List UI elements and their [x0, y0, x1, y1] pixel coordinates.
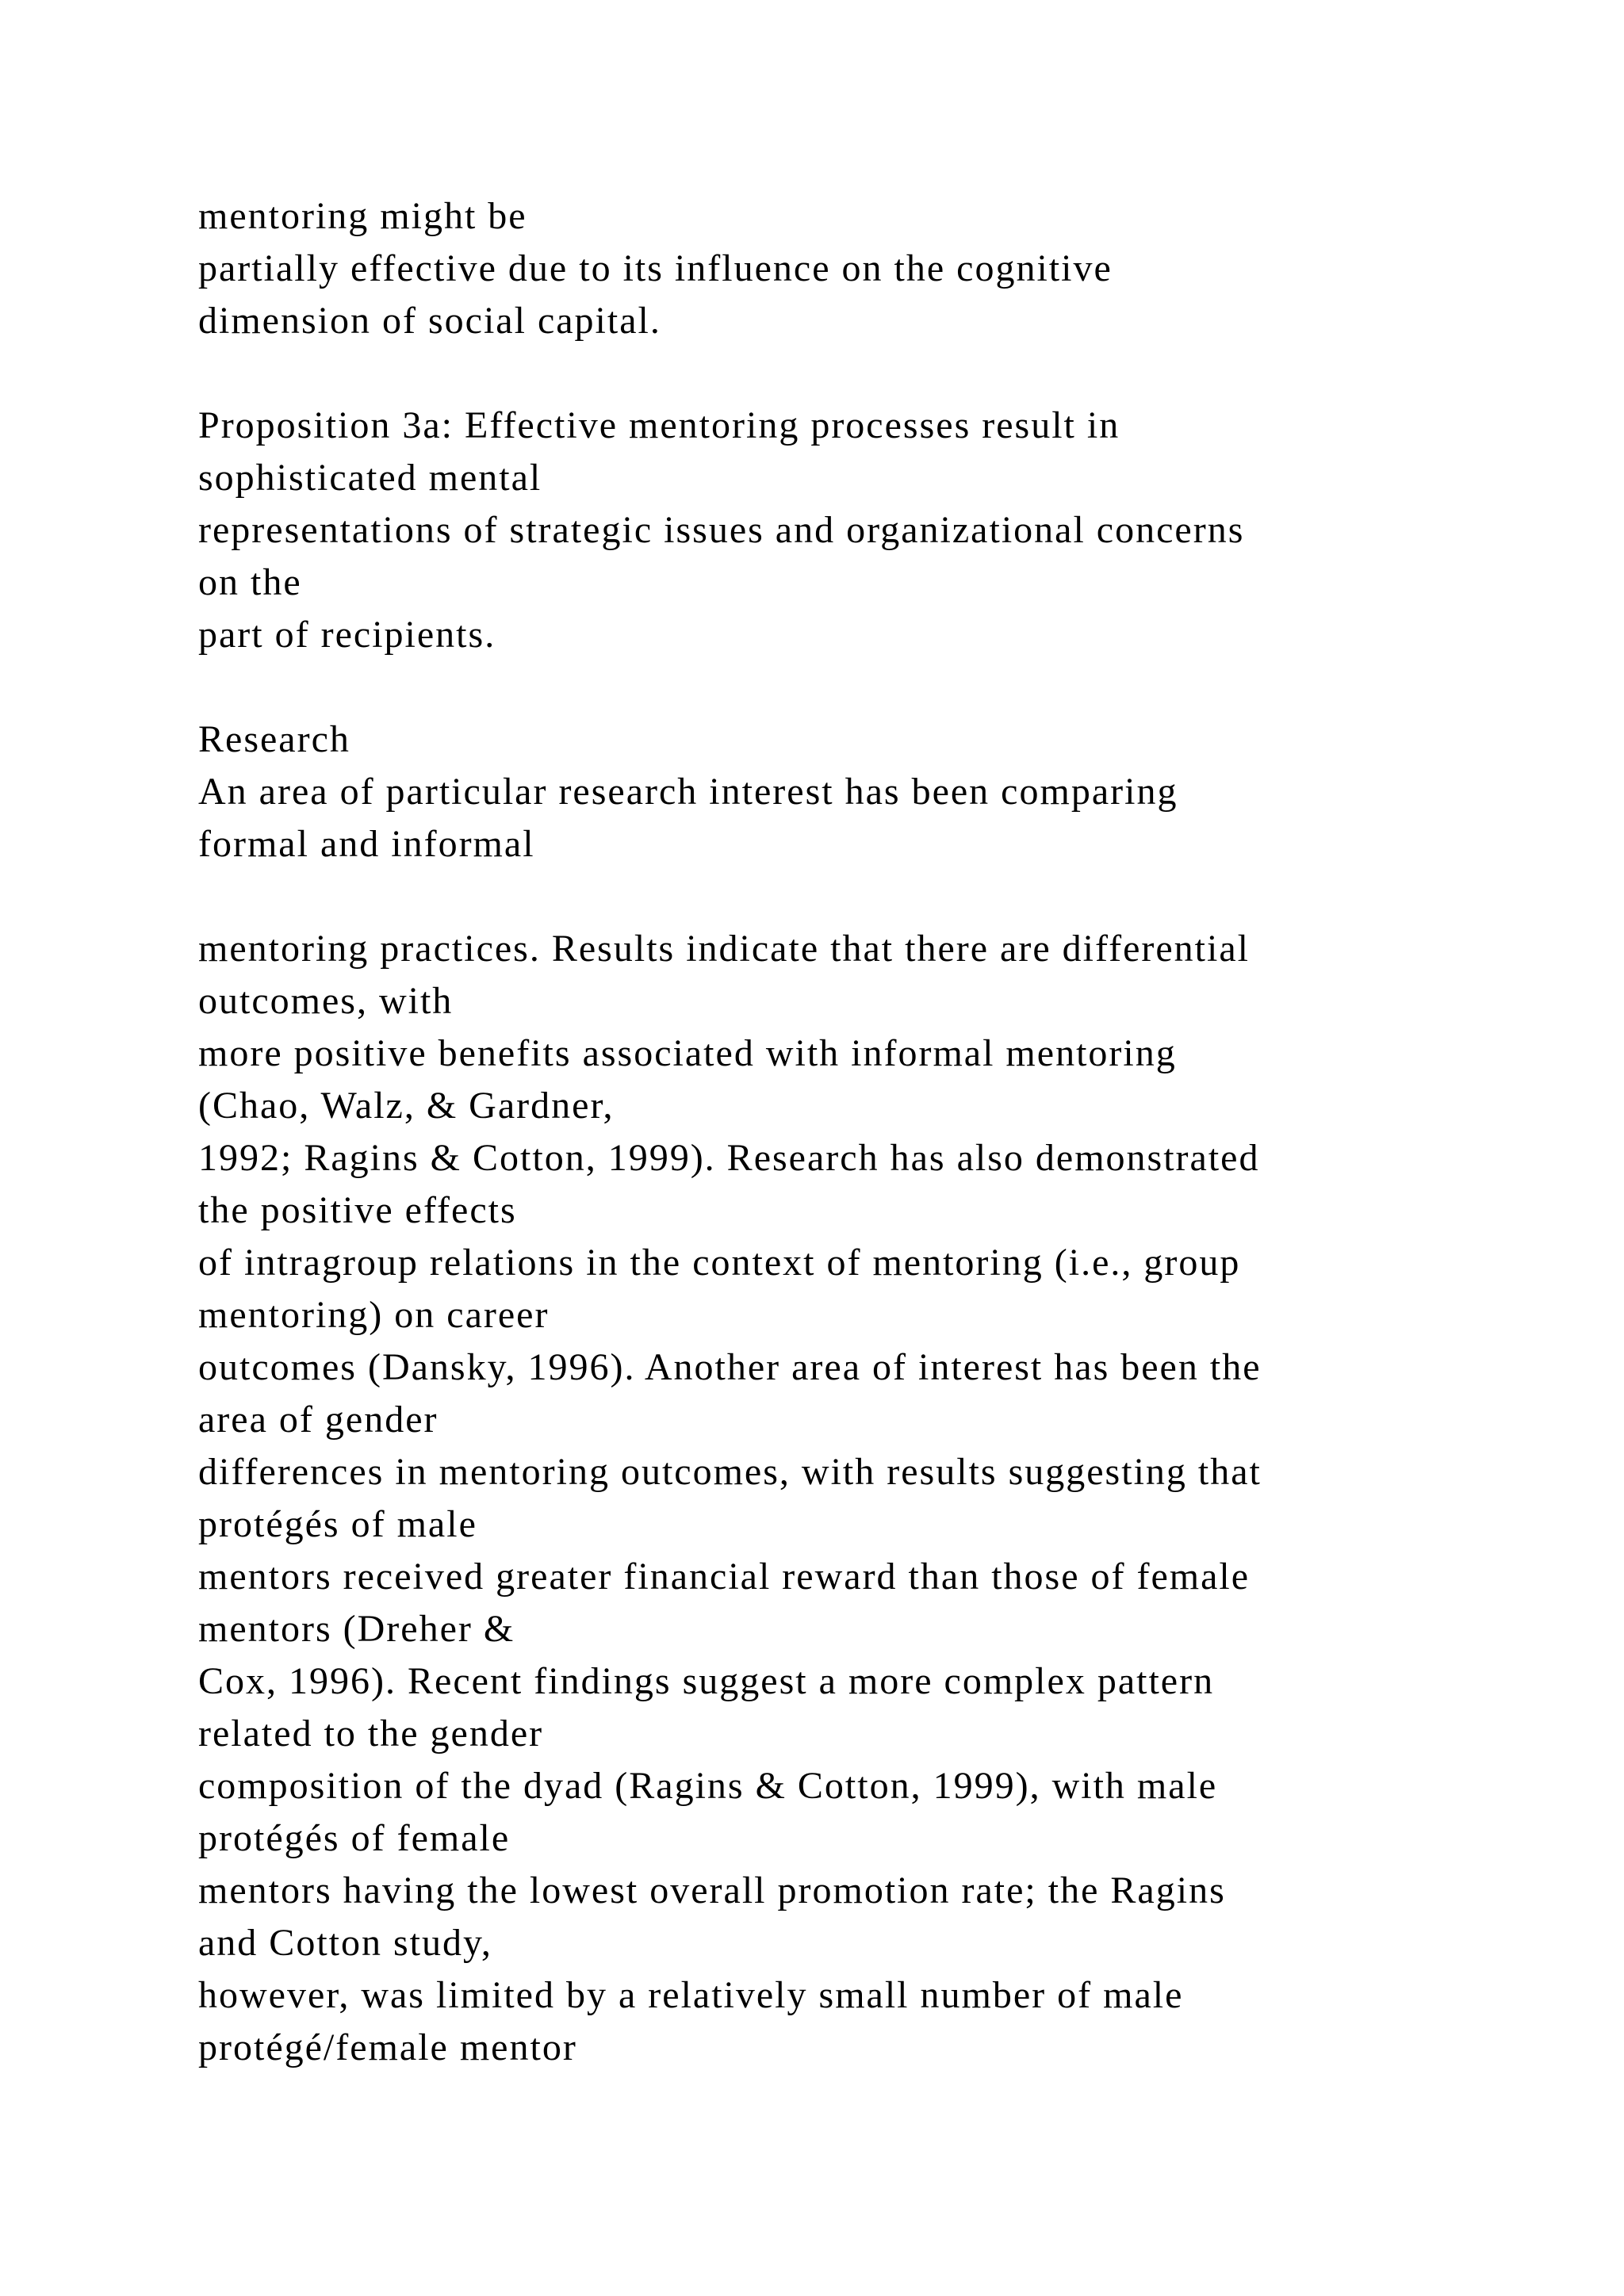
text-line: Proposition 3a: Effective mentoring processes result in [198, 404, 1120, 446]
blank-line [198, 661, 1499, 714]
text-line: the positive effects [198, 1189, 517, 1231]
text-line: formal and informal [198, 823, 535, 865]
text-line: mentors received greater financial reward than those of female [198, 1556, 1251, 1598]
text-line: outcomes, with [198, 980, 454, 1022]
text-line: protégés of male [198, 1503, 477, 1545]
text-line: dimension of social capital. [198, 300, 661, 342]
text-line: area of gender [198, 1399, 439, 1441]
text-line: related to the gender [198, 1712, 544, 1755]
text-line: on the [198, 561, 302, 603]
text-line: An area of particular research interest has been comparing [198, 771, 1178, 813]
text-line: composition of the dyad (Ragins & Cotton, 1999), with male [198, 1765, 1218, 1807]
text-line: mentors having the lowest overall promotion rate; the Ragins [198, 1869, 1226, 1911]
blank-line [198, 347, 1499, 400]
text-line: mentoring might be [198, 195, 527, 237]
text-line: however, was limited by a relatively small number of male [198, 1974, 1184, 2016]
text-line: outcomes (Dansky, 1996). Another area of interest has been the [198, 1346, 1262, 1388]
text-line: mentors (Dreher & [198, 1608, 515, 1650]
text-line: partially effective due to its influence on the cognitive [198, 247, 1113, 289]
text-line: protégé/female mentor [198, 2026, 577, 2068]
text-line: more positive benefits associated with informal mentoring [198, 1032, 1177, 1074]
section-heading: Research [198, 718, 350, 760]
text-line: (Chao, Walz, & Gardner, [198, 1085, 615, 1127]
text-line: representations of strategic issues and organizational concerns [198, 509, 1245, 551]
text-line: of intragroup relations in the context of mentoring (i.e., group [198, 1242, 1241, 1284]
text-line: part of recipients. [198, 614, 496, 656]
text-line: differences in mentoring outcomes, with results suggesting that [198, 1451, 1262, 1493]
text-line: sophisticated mental [198, 457, 542, 499]
text-line: mentoring practices. Results indicate that there are differential [198, 928, 1250, 970]
text-line: and Cotton study, [198, 1922, 492, 1964]
text-line: 1992; Ragins & Cotton, 1999). Research has also demonstrated [198, 1137, 1260, 1179]
text-line: Cox, 1996). Recent findings suggest a more complex pattern [198, 1660, 1215, 1702]
text-line: mentoring) on career [198, 1294, 550, 1336]
text-line: protégés of female [198, 1817, 511, 1859]
document-body [198, 190, 1499, 2074]
blank-line [198, 871, 1499, 923]
